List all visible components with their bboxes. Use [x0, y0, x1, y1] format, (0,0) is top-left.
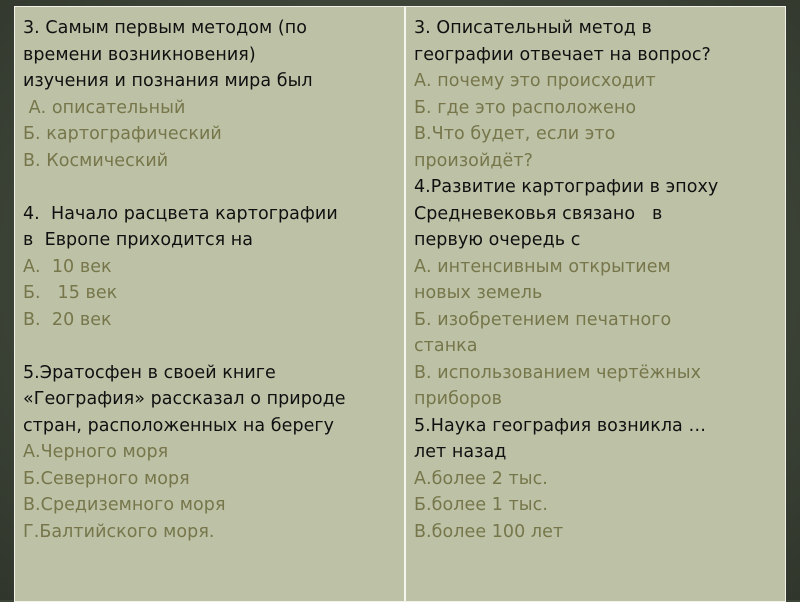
left-question-4 — [23, 201, 396, 334]
answer-option-a: А.Черного моря — [23, 442, 169, 462]
answer-option-b: Б.более 1 тыс. — [414, 495, 548, 515]
answer-option-a: А. интенсивным открытием — [414, 256, 671, 277]
answer-option-b-continued: станка — [414, 336, 478, 356]
answer-option-b: Б. картографический — [23, 124, 222, 144]
answer-option-a: А. почему это происходит — [414, 71, 656, 91]
answer-option-c-continued: приборов — [414, 389, 502, 409]
answer-option-a-continued: новых земель — [414, 283, 543, 303]
spacer — [23, 174, 396, 201]
question-text-line: в Европе приходится на — [23, 230, 254, 250]
answer-option-c: В.более 100 лет — [414, 521, 564, 542]
answer-option-c: В. использованием чертёжных — [414, 362, 702, 383]
question-text-line: 4.Развитие картографии в эпоху — [414, 177, 719, 197]
answer-option-c: В. Космический — [23, 150, 169, 171]
left-question-3 — [23, 15, 396, 174]
answer-option-a: А. описательный — [23, 97, 186, 118]
answer-option-c: В.Что будет, если это — [414, 124, 616, 144]
question-text-line: 4. Начало расцвета картографии — [23, 203, 338, 224]
quiz-table — [14, 6, 786, 602]
right-question-4 — [414, 174, 777, 413]
spacer — [23, 333, 396, 360]
question-text-line: лет назад — [414, 442, 507, 462]
question-text-line: времени возникновения) — [23, 44, 256, 65]
answer-option-b: Б. где это расположено — [414, 97, 637, 118]
question-text-line: первую очередь с — [414, 230, 581, 250]
question-text-line: 3. Описательный метод в — [414, 18, 652, 38]
right-question-3 — [414, 15, 777, 174]
question-text-line: 5.Эратосфен в своей книге — [23, 362, 276, 383]
answer-option-c: В.Средиземного моря — [23, 495, 226, 515]
left-question-5 — [23, 360, 396, 546]
answer-option-a: А. 10 век — [23, 256, 112, 277]
question-text-line: 5.Наука география возникла … — [414, 415, 706, 436]
question-text-line: стран, расположенных на берегу — [23, 415, 335, 436]
question-text-line: изучения и познания мира был — [23, 71, 313, 91]
left-column — [15, 7, 406, 601]
answer-option-d: Г.Балтийского моря. — [23, 521, 215, 542]
question-text-line: Средневековья связано в — [414, 203, 663, 224]
answer-option-c-continued: произойдёт? — [414, 150, 533, 171]
answer-option-b: Б. изобретением печатного — [414, 309, 672, 330]
answer-option-a: А.более 2 тыс. — [414, 468, 548, 489]
answer-option-b: Б.Северного моря — [23, 468, 190, 489]
right-question-5 — [414, 413, 777, 546]
question-text-line: 3. Самым первым методом (по — [23, 18, 307, 38]
answer-option-c: В. 20 век — [23, 309, 112, 330]
question-text-line: географии отвечает на вопрос? — [414, 44, 711, 65]
right-column — [406, 7, 785, 601]
question-text-line: «География» рассказал о природе — [23, 389, 346, 409]
answer-option-b: Б. 15 век — [23, 283, 118, 303]
